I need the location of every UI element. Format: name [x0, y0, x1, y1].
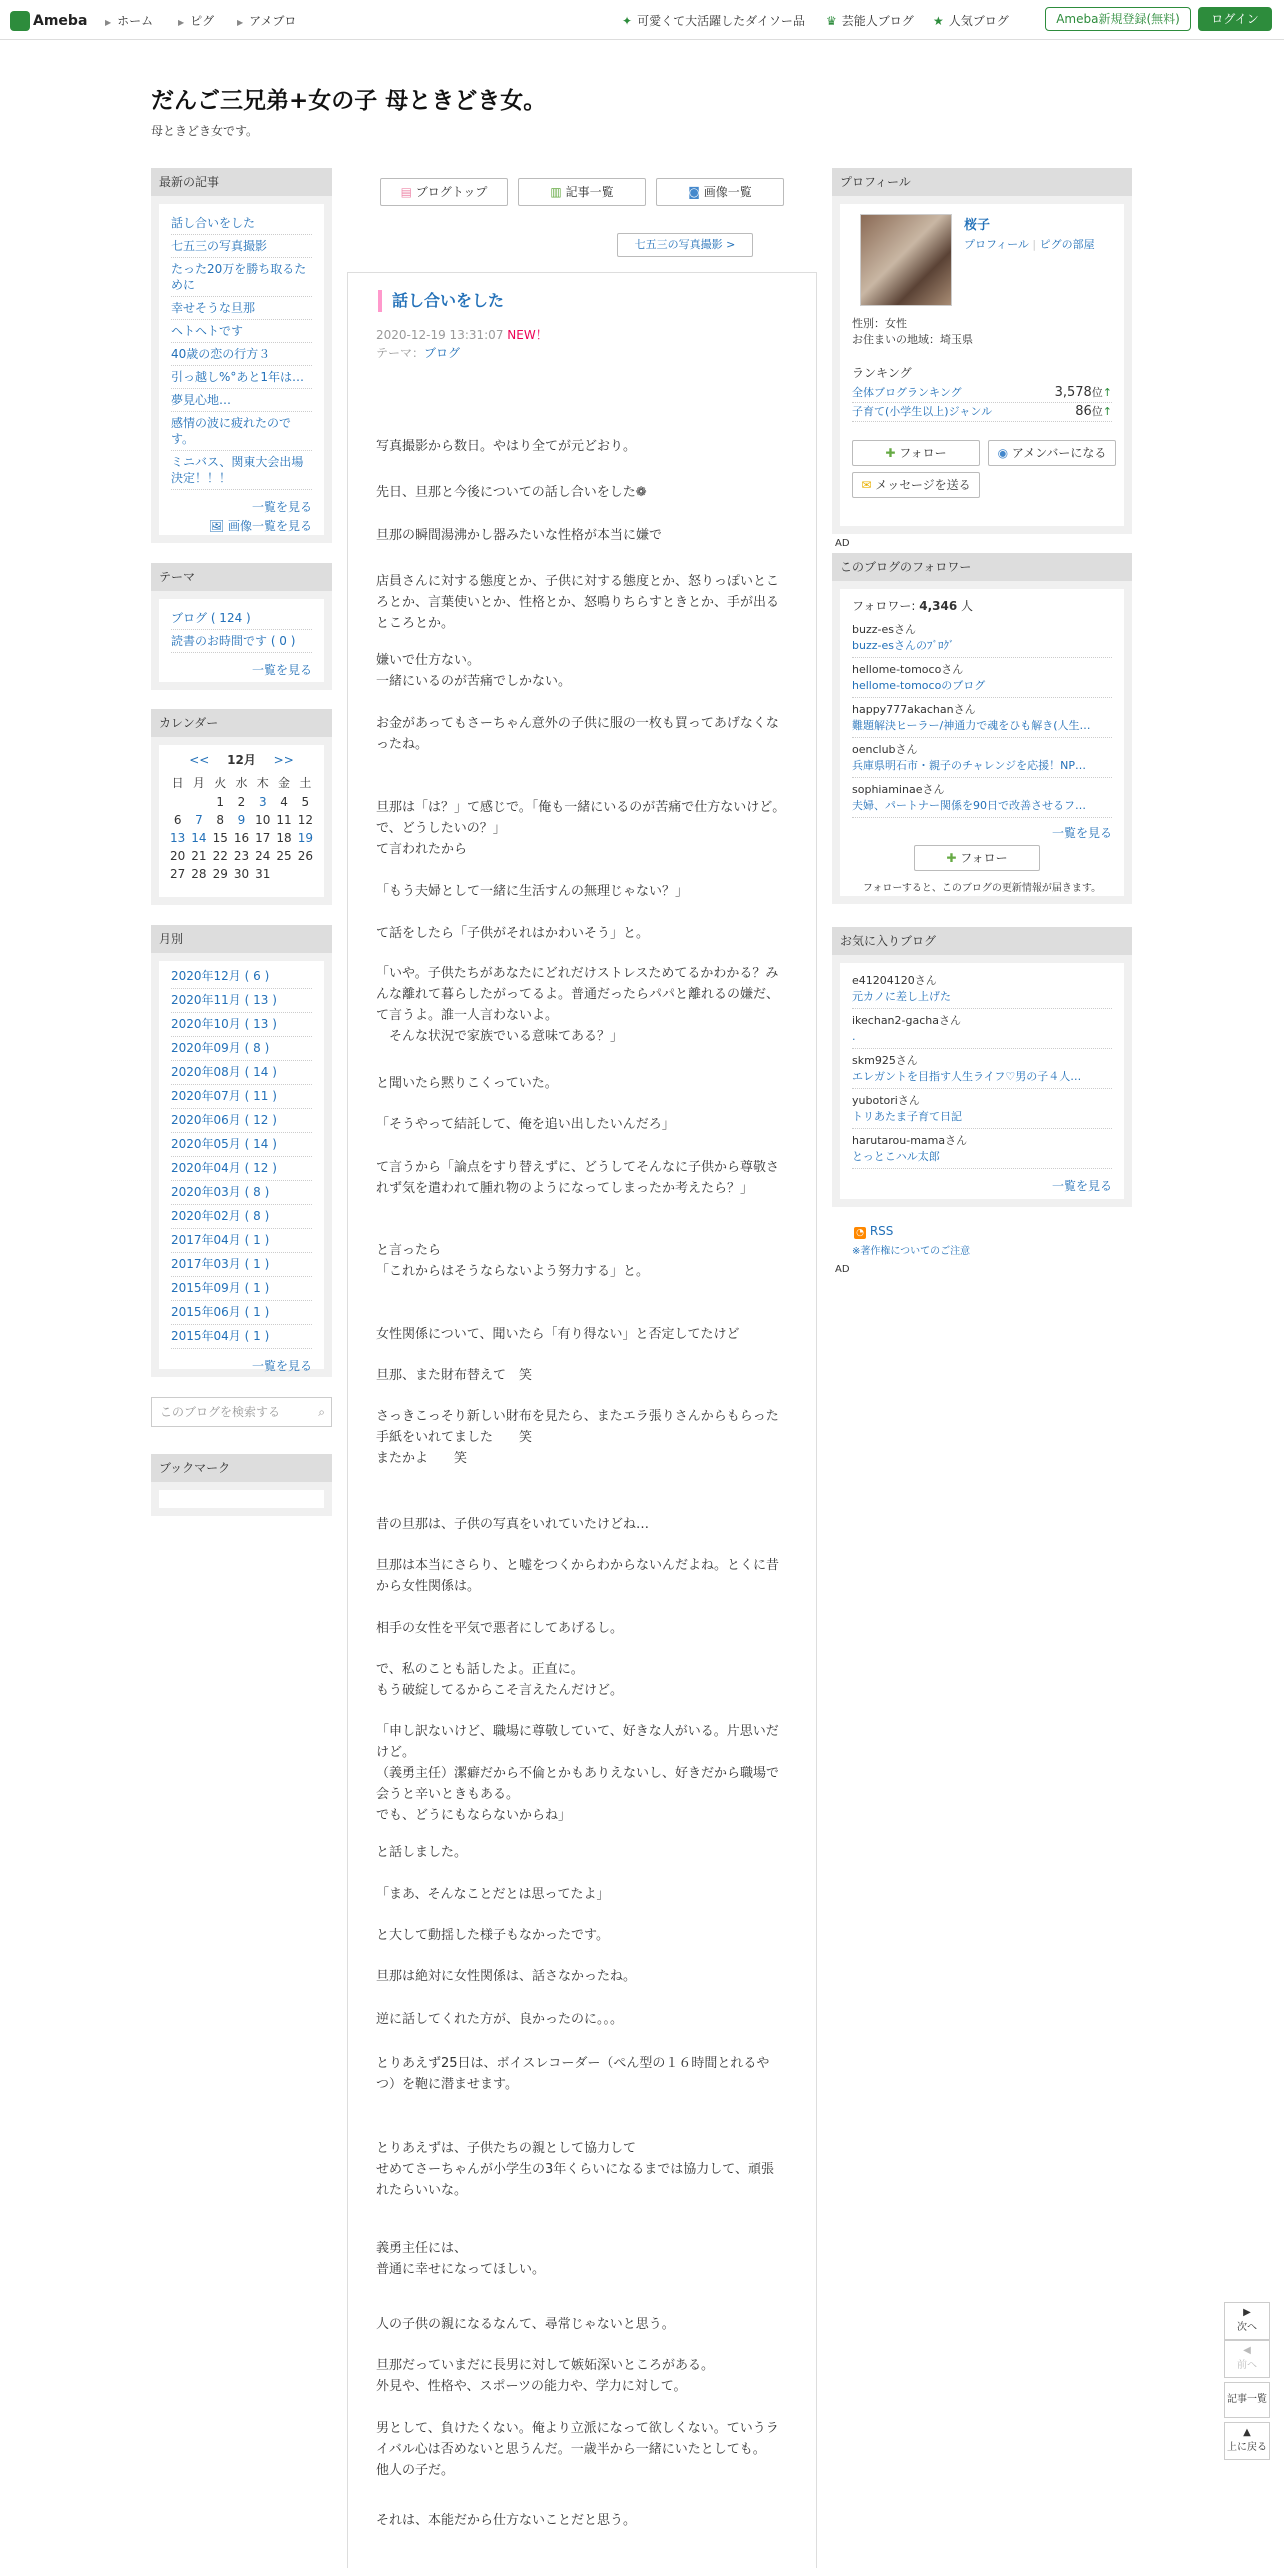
favorite-blog-link[interactable]: .: [852, 1029, 1112, 1049]
follower-blog-link[interactable]: 兵庫県明石市・親子のチャレンジを応援！NP…: [852, 758, 1112, 778]
follower-name: happy777akachanさん: [852, 703, 976, 716]
prev-article-float[interactable]: ◀ 前へ: [1224, 2340, 1270, 2378]
monthly-archive-link[interactable]: 2017年04月 ( 1 ): [171, 1229, 312, 1253]
arrow-up-icon: ↑: [1102, 405, 1112, 418]
calendar-grid: [167, 772, 316, 883]
article-paragraph: と聞いたら黙りこくっていた。: [376, 1076, 558, 1091]
monthly-archive-link[interactable]: 2020年05月 ( 14 ): [171, 1133, 312, 1157]
article-paragraph: 「そうやって結託して、俺を追い出したいんだろ」: [376, 1117, 675, 1132]
recent-article-link[interactable]: 引っ越し%°あと1年は…: [171, 366, 312, 389]
plus-icon: ✚: [946, 851, 957, 865]
favorite-owner: yubotoriさん: [852, 1094, 920, 1107]
profile-title: プロフィール: [832, 168, 1132, 196]
recent-article-link[interactable]: 夢見心地…: [171, 389, 312, 412]
article-paragraph: 逆に話してくれた方が、良かったのに。。。: [376, 2012, 624, 2027]
profile-avatar[interactable]: [860, 214, 952, 306]
monthly-more-link[interactable]: 一覧を見る: [251, 1359, 312, 1373]
calendar-day: 18: [276, 831, 292, 845]
triangle-icon: ▶: [178, 18, 185, 27]
image-list-link[interactable]: 🖼 画像一覧を見る: [208, 519, 312, 533]
recent-article-link[interactable]: 話し合いをした: [171, 212, 312, 235]
ranking-overall-link[interactable]: 全体ブログランキング: [852, 386, 962, 399]
calendar-day: 25: [276, 849, 292, 863]
article-paragraph: 「申し訳ないけど、職場に尊敬していて、好きな人がいる。片思いだけど。 （義勇主任）潔癖だから不倫とかもありえないし、好きだから職場で会うと辛いときもある。 でも、どうにもならないからね」: [376, 1724, 780, 1823]
calendar-day: 15: [212, 831, 228, 845]
calendar-day[interactable]: 13: [170, 831, 186, 845]
article-paragraph: 「いや。子供たちがあなたにどれだけストレスためてるかわかる？みんな離れて暮らしたがってるよ。普通だったらパパと離れるの嫌だ、て言うよ。誰一人言わないよ。 そんな状況で家族でいる意味てある？」: [376, 966, 780, 1044]
recent-article-link[interactable]: たった20万を勝ち取るために: [171, 258, 312, 297]
calendar-day: 5: [301, 795, 310, 809]
article-paragraph: と言ったら 「これからはそうならないよう努力する」と。: [376, 1243, 650, 1279]
monthly-list: [159, 961, 324, 1373]
calendar-day: 16: [233, 831, 250, 845]
calendar-day[interactable]: 3: [258, 795, 267, 809]
monthly-archive-link[interactable]: 2020年09月 ( 8 ): [171, 1037, 312, 1061]
article-paragraph: て話をしたら「子供がそれはかわいそう」と。: [376, 926, 650, 941]
calendar-next[interactable]: >>: [273, 753, 294, 767]
calendar-day[interactable]: 9: [237, 813, 246, 827]
tab-article-list[interactable]: ▥ 記事一覧: [518, 178, 646, 206]
theme-title: テーマ: [151, 563, 332, 591]
calendar-day: 11: [276, 813, 292, 827]
copyright-notice-link[interactable]: ※著作権についてのご注意: [852, 1246, 971, 1257]
follow-button[interactable]: ✚ フォロー: [852, 440, 980, 466]
favorite-owner: skm925さん: [852, 1054, 918, 1067]
monthly-archive-link[interactable]: 2015年04月 ( 1 ): [171, 1325, 312, 1349]
ranking-overall-value: 3,578: [1054, 385, 1092, 400]
global-header: [0, 0, 1284, 40]
calendar-day: 22: [212, 849, 228, 863]
monthly-archive-link[interactable]: 2015年09月 ( 1 ): [171, 1277, 312, 1301]
blog-title[interactable]: だんご三兄弟+女の子 母ときどき女。: [151, 88, 547, 114]
calendar-day: 17: [255, 831, 271, 845]
calendar-weekday: 木: [256, 776, 269, 790]
theme-box: [151, 563, 332, 690]
calendar-day: 28: [191, 867, 207, 881]
amember-button[interactable]: ◉ アメンバーになる: [988, 440, 1116, 466]
list-icon: ▥: [550, 185, 562, 199]
favorite-owner: ikechan2-gachaさん: [852, 1014, 961, 1027]
prev-article-button[interactable]: 七五三の写真撮影 >: [617, 233, 753, 257]
article-paragraph: さっきこっそり新しい財布を見たら、またエラ張りさんからもらった手紙をいれてました 笑 またかよ 笑: [376, 1409, 779, 1466]
article-paragraph: 先日、旦那と今後についての話し合いをした❁: [376, 485, 647, 500]
ranking-genre-link[interactable]: 子育て(小学生以上)ジャンル: [852, 405, 993, 418]
calendar-day[interactable]: 14: [191, 831, 207, 845]
ad-label: AD: [835, 1264, 850, 1275]
article-title[interactable]: 話し合いをした: [378, 290, 504, 312]
recent-article-link[interactable]: ヘトヘトです: [171, 320, 312, 343]
profile-links: プロフィール | ピグの部屋: [964, 238, 1095, 251]
favorite-owner: harutarou-mamaさん: [852, 1134, 968, 1147]
profile-box: [832, 168, 1132, 534]
recent-article-link[interactable]: 七五三の写真撮影: [171, 235, 312, 258]
profile-info: 性別：女性 お住まいの地域：埼玉県: [852, 317, 973, 346]
theme-more-link[interactable]: 一覧を見る: [251, 663, 312, 677]
calendar-header: [167, 751, 316, 768]
plus-icon: ✚: [885, 446, 896, 460]
article-paragraph: 嫌いで仕方ない。 一緒にいるのが苦痛でしかない。: [376, 653, 572, 689]
calendar-day: 27: [170, 867, 186, 881]
monthly-archive-link[interactable]: 2020年11月 ( 13 ): [171, 989, 312, 1013]
calendar-title: カレンダー: [151, 709, 332, 737]
rss-link[interactable]: ◔ RSS: [854, 1224, 893, 1239]
calendar-day: 26: [297, 849, 313, 863]
camera-icon: ◙: [688, 185, 700, 199]
article-paragraph: 「もう夫婦として一緒に生活すんの無理じゃない？」: [376, 884, 689, 899]
calendar-day: 10: [255, 813, 271, 827]
favorite-blog-link[interactable]: 元カノに差し上げた: [852, 989, 1112, 1009]
calendar-day: 29: [212, 867, 228, 881]
monthly-archive-link[interactable]: 2020年08月 ( 14 ): [171, 1061, 312, 1085]
follow-button-2[interactable]: ✚ フォロー: [914, 845, 1040, 871]
profile-link[interactable]: プロフィール: [964, 238, 1029, 251]
nav-pig[interactable]: ▶ ピグ: [178, 14, 215, 28]
article-paragraph: 写真撮影から数日。やはり全てが元どおり。: [376, 439, 637, 454]
article-list-float[interactable]: 記事一覧: [1224, 2382, 1270, 2418]
bookmark-title: ブックマーク: [151, 1454, 332, 1482]
article-paragraph: と大して動揺した様子もなかったです。: [376, 1928, 609, 1943]
calendar-weekday: 金: [278, 776, 291, 790]
calendar-weekday: 土: [299, 776, 312, 790]
follower-name: sophiaminaeさん: [852, 783, 945, 796]
new-badge: NEW！: [507, 328, 548, 342]
calendar-prev[interactable]: <<: [189, 753, 210, 767]
arrow-up-icon: ↑: [1102, 386, 1112, 399]
calendar-day: 24: [255, 849, 271, 863]
next-arrow-icon: ▶: [1243, 2307, 1251, 2318]
prev-arrow-icon: ◀: [1243, 2345, 1251, 2356]
monthly-archive-link[interactable]: 2020年03月 ( 8 ): [171, 1181, 312, 1205]
bookmark-box: [151, 1454, 332, 1516]
article-paragraph: 旦那だっていまだに長男に対して嫉妬深いところがある。 外見や、性格や、スポーツの能力や、学力に対して。: [376, 2358, 715, 2394]
calendar-weekday: 火: [214, 776, 227, 790]
article-paragraph: とりあえずは、子供たちの親として協力して せめてさーちゃんが小学生の3年くらいになるまでは協力して、頑張れたらいいな。: [376, 2141, 775, 2198]
document-icon: ▤: [400, 185, 412, 199]
nav-ameblo[interactable]: ▶ アメブロ: [237, 14, 297, 28]
recent-article-link[interactable]: 40歳の恋の行方３: [171, 343, 312, 366]
article-paragraph: 旦那は絶対に女性関係は、話さなかったね。: [376, 1969, 637, 1984]
favorites-title: お気に入りブログ: [832, 927, 1132, 955]
article-paragraph: 「まあ、そんなことだとは思ってたよ」: [376, 1887, 610, 1902]
register-button[interactable]: Ameba新規登録(無料): [1045, 7, 1191, 31]
triangle-icon: ▶: [105, 18, 112, 27]
article-paragraph: お金があってもさーちゃん意外の子供に服の一枚も買ってあげなくなったね。: [376, 716, 779, 752]
article-meta: 2020-12-19 13:31:07 NEW！ テーマ：ブログ: [376, 328, 548, 360]
favorite-blog-link[interactable]: とっとこハル太郎: [852, 1149, 1112, 1169]
article-paragraph: と話しました。: [376, 1845, 468, 1860]
ranking-title: ランキング: [852, 366, 912, 380]
monthly-archive-link[interactable]: 2020年07月 ( 11 ): [171, 1085, 312, 1109]
article-paragraph: 昔の旦那は、子供の写真をいれていたけどね…: [376, 1517, 650, 1532]
favorite-owner: e41204120さん: [852, 974, 937, 987]
next-article-float[interactable]: ▶ 次へ: [1224, 2302, 1270, 2340]
article-paragraph: 相手の女性を平気で悪者にしてあげるし。: [376, 1621, 624, 1636]
calendar-day[interactable]: 7: [195, 813, 203, 827]
follower-blog-link[interactable]: buzz-esさんのﾌﾞﾛｸﾞ: [852, 638, 1112, 658]
triangle-icon: ▶: [237, 18, 244, 27]
monthly-archive-link[interactable]: 2020年10月 ( 13 ): [171, 1013, 312, 1037]
article-paragraph: 旦那は本当にさらり、と嘘をつくからわからないんだよね。とくに昔から女性関係は。: [376, 1558, 780, 1594]
article-paragraph: 旦那の瞬間湯沸かし器みたいな性格が本当に嫌で: [376, 528, 663, 543]
favorite-list: [852, 973, 1112, 1169]
favorite-blogs-box: [832, 927, 1132, 1207]
monthly-archive-link[interactable]: 2015年06月 ( 1 ): [171, 1301, 312, 1325]
header-link-popular[interactable]: ★ 人気ブログ: [933, 14, 1009, 28]
login-button[interactable]: ログイン: [1198, 7, 1272, 31]
calendar-day: 2: [237, 795, 246, 809]
calendar-weekday: 水: [235, 776, 248, 790]
calendar-weekday: 日: [171, 776, 184, 790]
image-icon: 🖼: [208, 519, 225, 533]
calendar-day: 31: [255, 867, 271, 881]
star-icon: ✦: [622, 14, 633, 28]
recent-articles-title: 最新の記事: [151, 168, 332, 196]
article-paragraph: それは、本能だから仕方ないことだと思う。: [376, 2513, 637, 2528]
crown-icon: ♛: [826, 14, 837, 28]
calendar-day: [188, 793, 209, 811]
article-date: 2020-12-19 13:31:07: [376, 328, 504, 342]
calendar-month: 12月: [227, 753, 256, 767]
amember-icon: ◉: [997, 446, 1009, 460]
blog-description: 母ときどき女です。: [151, 124, 259, 138]
followers-more-link[interactable]: 一覧を見る: [1051, 826, 1112, 840]
calendar-day: 12: [297, 813, 313, 827]
calendar-day: 4: [280, 795, 288, 809]
tab-blog-top[interactable]: ▤ ブログトップ: [380, 178, 508, 206]
calendar-day: [295, 865, 316, 883]
message-button[interactable]: ✉ メッセージを送る: [852, 472, 980, 498]
followers-title: このブログのフォロワー: [832, 553, 1132, 581]
ranking-genre-value: 86: [1075, 404, 1092, 419]
article-paragraph: 男として、負けたくない。俺より立派になって欲しくない。ていうライバル心は否めないと思うんだ。一歳半から一緒にいたとしても。 他人の子だ。: [376, 2421, 779, 2478]
monthly-title: 月別: [151, 925, 332, 953]
ad-label: AD: [835, 538, 850, 549]
monthly-archive-link[interactable]: 2020年02月 ( 8 ): [171, 1205, 312, 1229]
monthly-archive-link[interactable]: 2017年03月 ( 1 ): [171, 1253, 312, 1277]
calendar-day: 20: [170, 849, 186, 863]
follower-name: buzz-esさん: [852, 623, 916, 636]
article-paragraph: で、私のことも話したよ。正直に。 もう破綻してるからこそ言えたんだけど。: [376, 1662, 624, 1698]
pig-room-link[interactable]: ピグの部屋: [1039, 238, 1095, 251]
theme-link[interactable]: 読書のお時間です ( 0 ): [171, 630, 312, 653]
follower-blog-link[interactable]: 夫婦、パートナー関係を90日で改善させるフ…: [852, 798, 1112, 818]
calendar-box: [151, 709, 332, 905]
favorite-blog-link[interactable]: エレガントを目指す人生ライフ♡男の子４人…: [852, 1069, 1112, 1089]
article-paragraph: て言うから「論点をすり替えずに、どうしてそんなに子供から尊敬されず気を遣われて腫れ物のようになってしまったか考えたら？」: [376, 1160, 780, 1196]
calendar-day: 30: [233, 867, 250, 881]
header-link-celebrity[interactable]: ♛ 芸能人ブログ: [826, 14, 914, 28]
rss-icon: ◔: [854, 1227, 866, 1239]
followers-box: [832, 553, 1132, 904]
monthly-archive-link[interactable]: 2020年04月 ( 12 ): [171, 1157, 312, 1181]
recent-articles-box: [151, 168, 332, 543]
calendar-day[interactable]: 19: [297, 831, 313, 845]
header-link-daiso[interactable]: ✦ 可愛くて大活躍したダイソー品: [622, 14, 805, 28]
ameba-logo[interactable]: Ameba: [10, 10, 87, 32]
tab-image-list[interactable]: ◙ 画像一覧: [656, 178, 784, 206]
follower-count: フォロワー: 4,346 人: [852, 599, 974, 613]
search-icon[interactable]: ⌕: [318, 1405, 325, 1419]
back-to-top-float[interactable]: ▲ 上に戻る: [1224, 2422, 1270, 2460]
star-icon: ★: [933, 14, 944, 28]
blog-search-input[interactable]: このブログを検索する ⌕: [151, 1397, 332, 1427]
monthly-archive-link[interactable]: 2020年06月 ( 12 ): [171, 1109, 312, 1133]
article-paragraph: 義勇主任には、 普通に幸せになってほしい。: [376, 2241, 546, 2277]
follower-name: oenclubさん: [852, 743, 918, 756]
recent-article-link[interactable]: ミニバス、関東大会出場決定！！！: [171, 451, 312, 490]
profile-name[interactable]: 桜子: [964, 218, 991, 233]
follower-blog-link[interactable]: hellome-tomocoのブログ: [852, 678, 1112, 698]
article-paragraph: 旦那は「は？」て感じで。「俺も一緒にいるのが苦痛で仕方ないけど。で、どうしたいの？」 て言われたから: [376, 800, 786, 857]
article-paragraph: 旦那、また財布替えて 笑: [376, 1368, 533, 1383]
calendar-weekday: 月: [192, 776, 205, 790]
theme-link[interactable]: ブログ ( 124 ): [171, 607, 312, 630]
recent-article-link[interactable]: 幸せそうな旦那: [171, 297, 312, 320]
favorites-more-link[interactable]: 一覧を見る: [1051, 1179, 1112, 1193]
article-paragraph: 店員さんに対する態度とか、子供に対する態度とか、怒りっぽいところとか、言葉使いとか、性格とか、怒鳴りちらすときとか、手が出るところとか。: [376, 574, 780, 631]
article-paragraph: 人の子供の親になるなんて、尋常じゃないと思う。: [376, 2317, 675, 2332]
nav-home[interactable]: ▶ ホーム: [105, 14, 154, 28]
article-theme-link[interactable]: ブログ: [424, 346, 461, 360]
up-arrow-icon: ▲: [1243, 2427, 1251, 2438]
follow-note: フォローすると、このブログの更新情報が届きます。: [862, 883, 1102, 894]
envelope-icon: ✉: [861, 478, 872, 492]
follower-blog-link[interactable]: 難題解決ヒーラー/神通力で魂をひも解き(人生…: [852, 718, 1112, 738]
article-paragraph: とりあえず25日は、ボイスレコーダー（ぺん型の１６時間とれるやつ）を鞄に潜ませます。: [376, 2056, 770, 2092]
monthly-archive-link[interactable]: 2020年12月 ( 6 ): [171, 965, 312, 989]
recent-article-link[interactable]: 感情の波に疲れたのです。: [171, 412, 312, 451]
favorite-blog-link[interactable]: トリあたま子育て日記: [852, 1109, 1112, 1129]
calendar-day: [167, 793, 188, 811]
article-paragraph: 女性関係について、聞いたら「有り得ない」と否定してたけど: [376, 1327, 740, 1342]
ameba-logo-icon: [10, 11, 30, 31]
follower-list: [852, 622, 1112, 818]
follower-name: hellome-tomocoさん: [852, 663, 964, 676]
calendar-day: 1: [216, 795, 225, 809]
monthly-box: [151, 925, 332, 1377]
ranking-list: 全体ブログランキング 3,578位↑ 子育て(小学生以上)ジャンル 86位↑: [852, 384, 1112, 422]
calendar-day: [273, 865, 294, 883]
calendar-day: 23: [233, 849, 250, 863]
calendar-day: 6: [173, 813, 182, 827]
calendar-day: 21: [191, 849, 207, 863]
calendar-day: 8: [216, 813, 225, 827]
recent-more-link[interactable]: 一覧を見る: [251, 500, 312, 514]
